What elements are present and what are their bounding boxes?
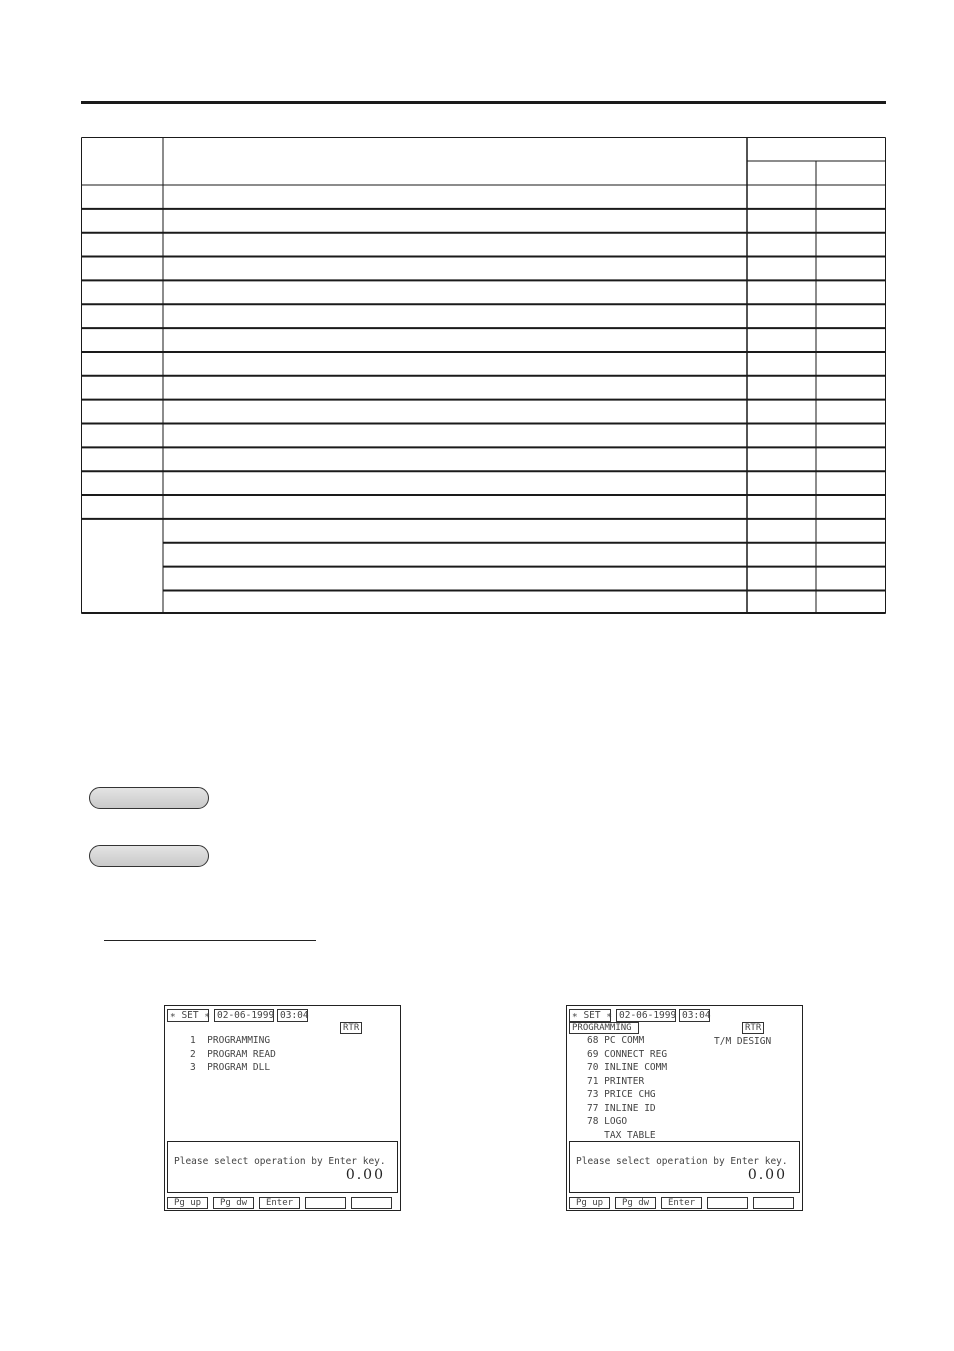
blank-key-4[interactable] <box>707 1197 748 1209</box>
time-tag: 03:04 <box>277 1009 308 1022</box>
amount-display: 0.00 <box>747 1167 787 1183</box>
amount-display: 0.00 <box>345 1167 385 1183</box>
prompt-text: Please select operation by Enter key. <box>576 1156 788 1167</box>
menu-item-pc-comm[interactable]: 68 PC COMM <box>587 1035 645 1046</box>
page-down-key[interactable]: Pg dw <box>213 1197 254 1209</box>
enter-key[interactable]: Enter <box>259 1197 300 1209</box>
menu-item-printer[interactable]: 71 PRINTER <box>587 1075 645 1087</box>
program-table <box>81 137 886 614</box>
menu-item-connect-reg[interactable]: 69 CONNECT REG <box>587 1048 668 1060</box>
menu-item-program-dll[interactable]: 3 PROGRAM DLL <box>190 1062 271 1073</box>
menu-item-programming[interactable]: 1 PROGRAMMING <box>190 1035 271 1046</box>
date-tag: 02-06-1999 <box>616 1009 676 1022</box>
menu-item-program-read[interactable]: 2 PROGRAM READ <box>190 1048 276 1060</box>
tm-design-note: T/M DESIGN <box>714 1036 772 1047</box>
enter-key[interactable]: Enter <box>661 1197 702 1209</box>
message-box <box>167 1141 398 1193</box>
menu-item-logo[interactable]: 78 LOGO <box>587 1116 628 1127</box>
page-down-key[interactable]: Pg dw <box>615 1197 656 1209</box>
menu-item-price-chg[interactable]: 73 PRICE CHG <box>587 1089 656 1100</box>
status-tag: RTR <box>340 1022 362 1034</box>
menu-item-inline-id[interactable]: 77 INLINE ID <box>587 1102 656 1114</box>
status-tag: RTR <box>742 1022 764 1034</box>
page-up-key[interactable]: Pg up <box>569 1197 610 1209</box>
blank-key-4[interactable] <box>305 1197 346 1209</box>
blank-key-5[interactable] <box>753 1197 794 1209</box>
date-tag: 02-06-1999 <box>214 1009 274 1022</box>
time-tag: 03:04 <box>679 1009 710 1022</box>
section-underline <box>104 940 316 941</box>
menu-item-inline-comm[interactable]: 70 INLINE COMM <box>587 1062 668 1073</box>
page-up-key[interactable]: Pg up <box>167 1197 208 1209</box>
mode-tag: ∗ SET ∗ <box>569 1009 611 1022</box>
lcd-screen-main-menu <box>164 1005 401 1211</box>
menu-item-tax-table[interactable]: TAX TABLE <box>587 1129 656 1141</box>
function-keys <box>167 1197 398 1209</box>
prompt-text: Please select operation by Enter key. <box>174 1156 386 1167</box>
program-table-grid <box>81 137 886 614</box>
label-pill-2 <box>89 845 209 867</box>
heading-tag: PROGRAMMING <box>569 1022 639 1034</box>
message-box <box>569 1141 800 1193</box>
menu-list <box>165 1034 400 1075</box>
function-keys <box>569 1197 800 1209</box>
blank-key-5[interactable] <box>351 1197 392 1209</box>
mode-tag: ∗ SET ∗ <box>167 1009 209 1022</box>
menu-list <box>567 1034 802 1142</box>
lcd-screen-programming-menu <box>566 1005 803 1211</box>
label-pill-1 <box>89 787 209 809</box>
top-rule <box>81 101 886 104</box>
